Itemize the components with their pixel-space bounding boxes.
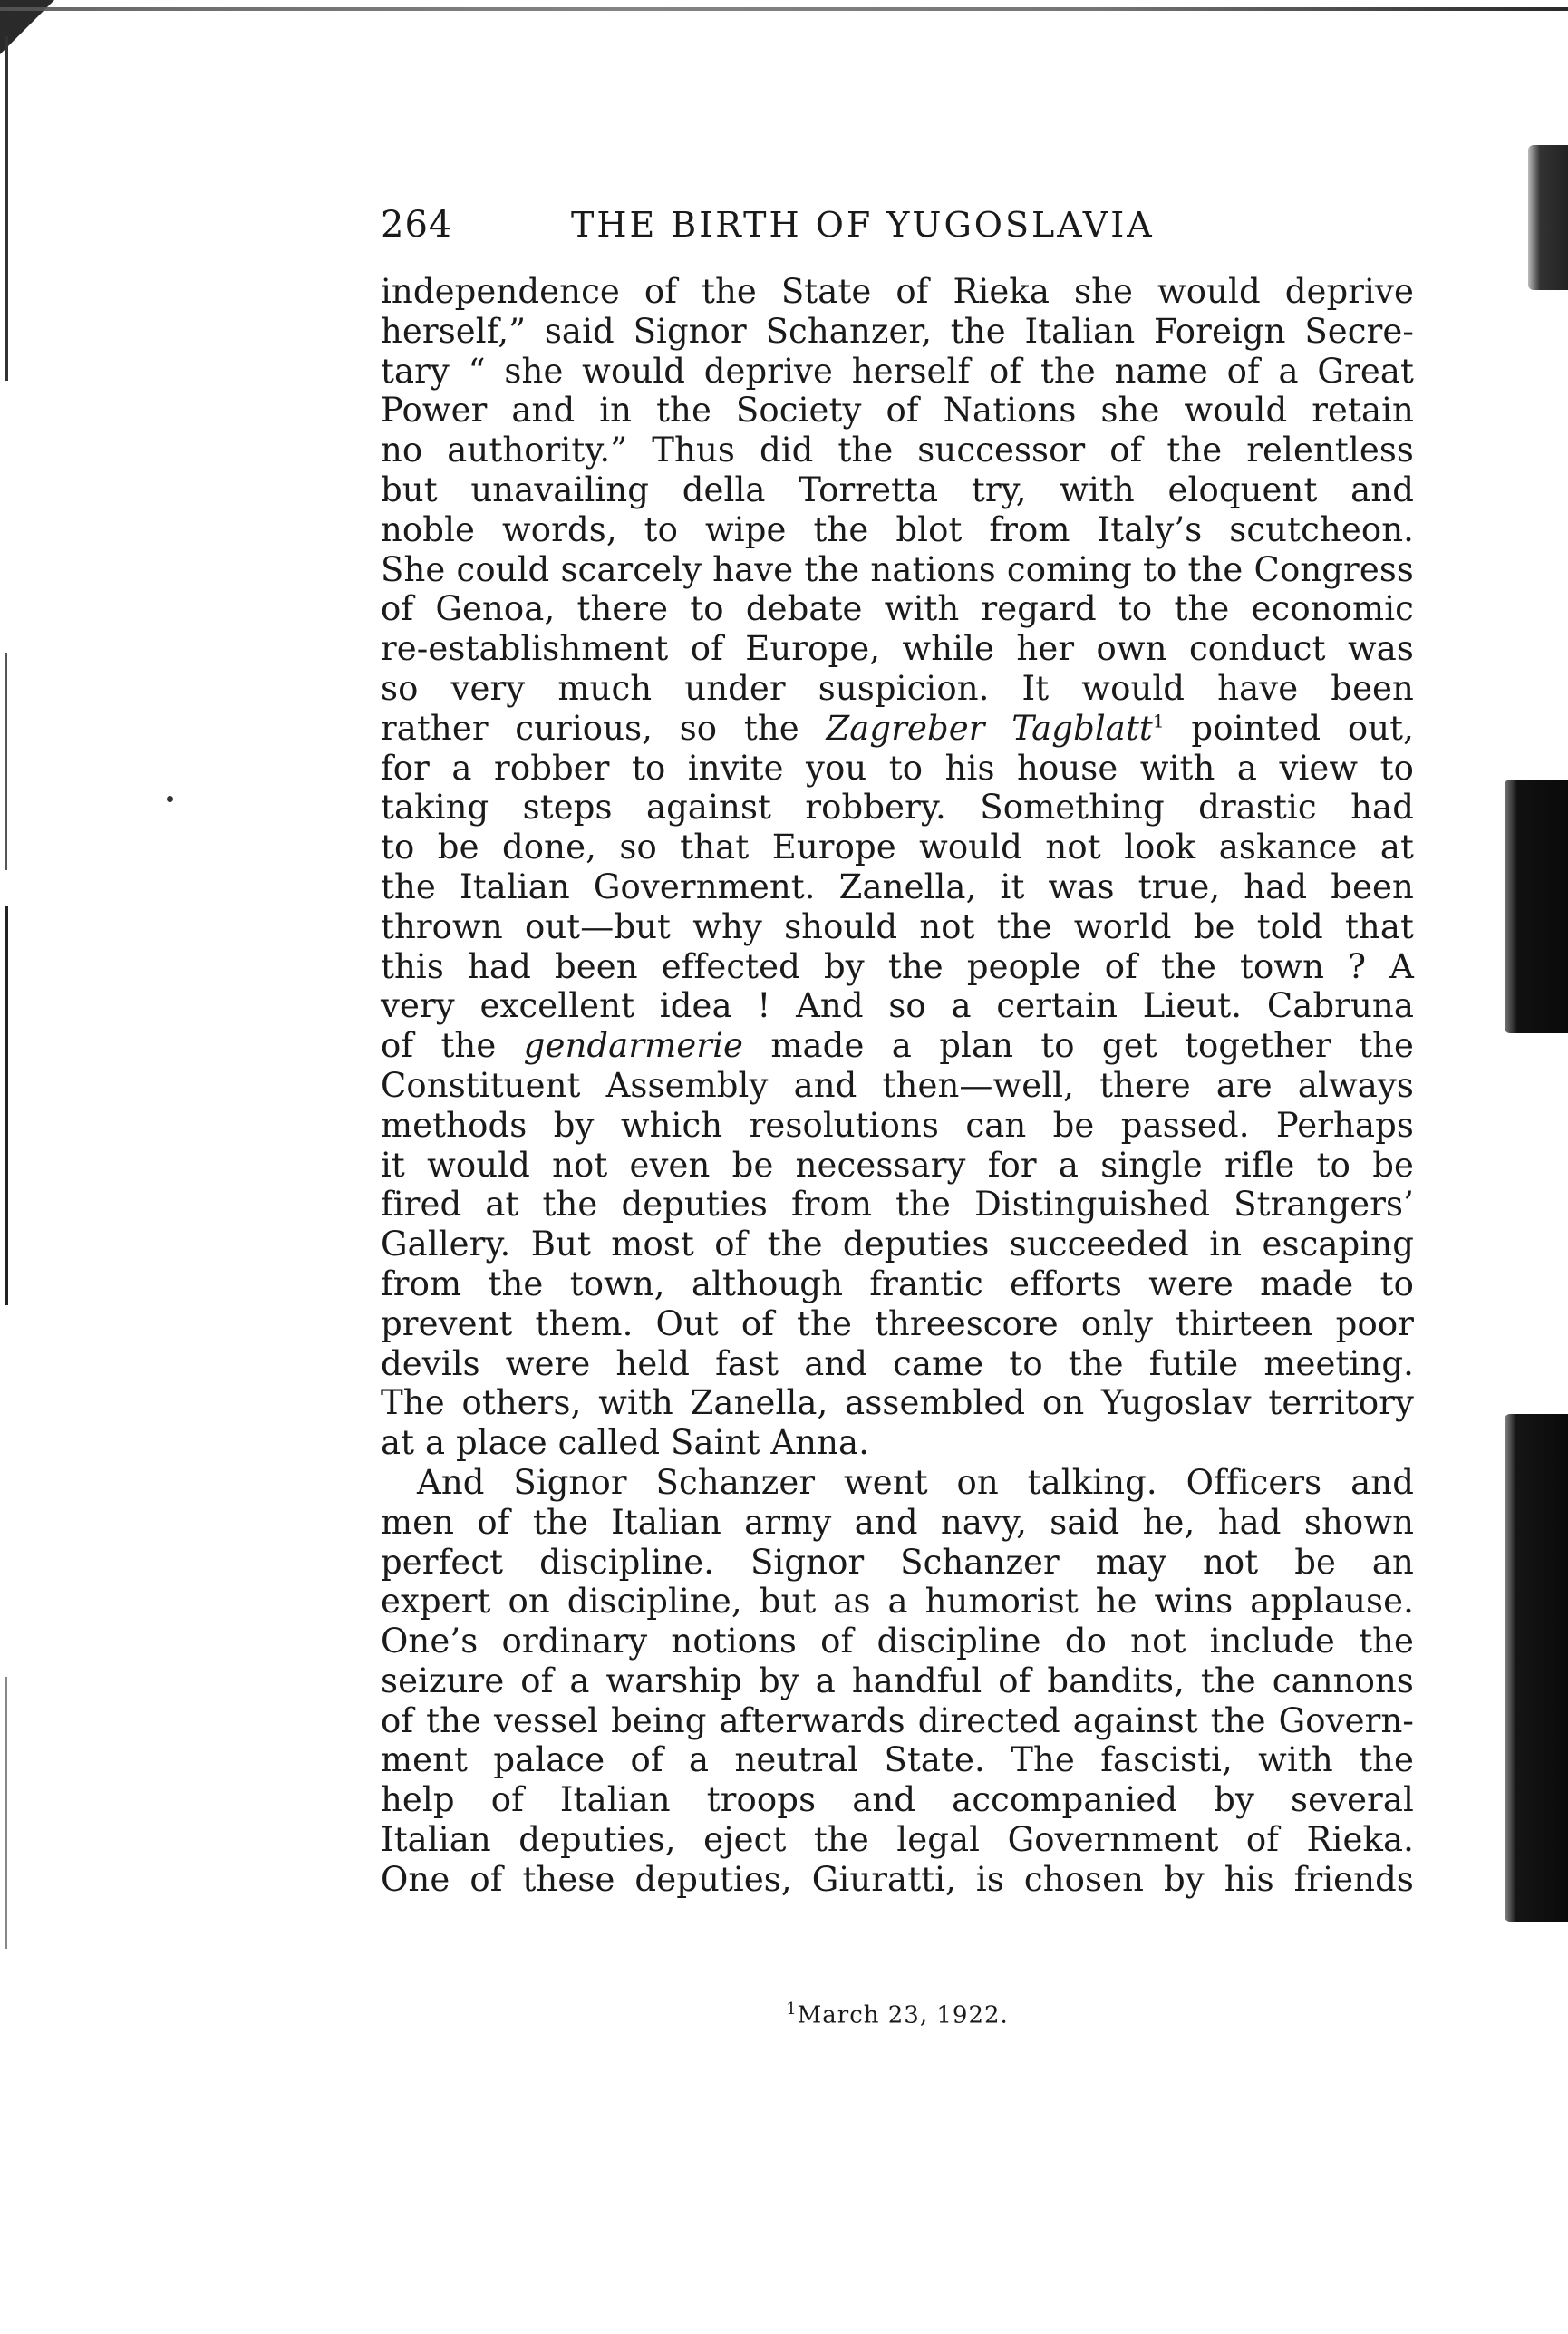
text-line: men of the Italian army and navy, said he, had shown — [381, 1502, 1414, 1542]
text-line: tary “ she would deprive herself of the name of a Great — [381, 351, 1414, 391]
text-line: noble words, to wipe the blot from Italy’s scutcheon. — [381, 509, 1414, 549]
text-line: methods by which resolutions can be passed. Perhaps — [381, 1105, 1414, 1145]
text-line: to be done, so that Europe would not look askance at — [381, 828, 1414, 867]
text-line: perfect discipline. Signor Schanzer may not be an — [381, 1542, 1414, 1582]
running-title: THE BIRTH OF YUGOSLAVIA — [571, 205, 1155, 245]
scan-right-shadow — [1528, 145, 1568, 290]
scan-top-edge — [0, 7, 1568, 11]
text-line: this had been effected by the people of the town ? A — [381, 946, 1414, 986]
page-number: 264 — [381, 204, 453, 246]
body-text — [381, 272, 1414, 1900]
text-line: taking steps against robbery. Something drastic had — [381, 788, 1414, 828]
text-line: the Italian Government. Zanella, it was true, had been — [381, 867, 1414, 906]
text-line: herself,” said Signor Schanzer, the Italian Foreign Secre- — [381, 311, 1414, 351]
text-line: but unavailing della Torretta try, with eloquent and — [381, 470, 1414, 509]
scan-speck — [167, 796, 173, 802]
paragraph-end-line: at a place called Saint Anna. — [381, 1423, 870, 1463]
text-line-with-italic — [381, 1026, 1414, 1066]
text-line: One’s ordinary notions of discipline do not include the — [381, 1622, 1414, 1661]
text-line: it would not even be necessary for a single rifle to be — [381, 1145, 1414, 1185]
text-line: of Genoa, there to debate with regard to the economic — [381, 589, 1414, 629]
text-line: re-establishment of Europe, while her own conduct was — [381, 629, 1414, 669]
footnote — [381, 1994, 1414, 2031]
scan-left-edge — [5, 906, 8, 1305]
text-line: Italian deputies, eject the legal Government of Rieka. — [381, 1820, 1414, 1860]
scan-right-shadow — [1505, 780, 1568, 1033]
italic-term: gendarmerie — [523, 1026, 744, 1066]
footnote-mark: 1 — [786, 2000, 798, 2019]
text-line: from the town, although frantic efforts were made to — [381, 1264, 1414, 1303]
paragraph-first-line: And Signor Schanzer went on talking. Officers and — [417, 1462, 1414, 1502]
text-line: no authority.” Thus did the successor of the relentless — [381, 431, 1414, 470]
text-line: independence of the State of Rieka she would deprive — [381, 272, 1414, 311]
scan-right-shadow — [1505, 1414, 1568, 1922]
text-fragment: made a plan to get together the — [770, 1026, 1414, 1066]
text-line: One of these deputies, Giuratti, is chosen by his friends — [381, 1859, 1414, 1899]
scan-left-edge — [5, 36, 8, 381]
text-line: for a robber to invite you to his house with a view to — [381, 748, 1414, 788]
text-line: She could scarcely have the nations coming to the Congress — [381, 549, 1414, 589]
italic-title: Zagreber Tagblatt — [826, 708, 1153, 748]
text-line: Constituent Assembly and then—well, there are always — [381, 1065, 1414, 1105]
book-page — [381, 198, 1432, 2029]
text-line: Gallery. But most of the deputies succeeded in escaping — [381, 1225, 1414, 1264]
text-line: expert on discipline, but as a humorist he wins applause. — [381, 1582, 1414, 1622]
text-fragment: rather curious, so the — [381, 708, 799, 748]
text-line: devils were held fast and came to the futile meeting. — [381, 1343, 1414, 1383]
scan-left-edge — [5, 1677, 7, 1949]
text-line: prevent them. Out of the threescore only thirteen poor — [381, 1303, 1414, 1343]
text-line: thrown out—but why should not the world be told that — [381, 906, 1414, 946]
running-head — [381, 198, 1432, 261]
text-fragment: pointed out, — [1191, 708, 1414, 748]
text-line: seizure of a warship by a handful of bandits, the cannons — [381, 1661, 1414, 1700]
footnote-reference: 1 — [1152, 710, 1165, 732]
text-line: very excellent idea ! And so a certain Lieut. Cabruna — [381, 986, 1414, 1026]
text-line: so very much under suspicion. It would have been — [381, 668, 1414, 708]
text-fragment: of the — [381, 1026, 497, 1066]
text-line: of the vessel being afterwards directed against the Govern- — [381, 1700, 1414, 1740]
text-line: Power and in the Society of Nations she would retain — [381, 391, 1414, 431]
scan-left-edge — [5, 653, 7, 870]
text-line: ment palace of a neutral State. The fascisti, with the — [381, 1740, 1414, 1780]
text-line: help of Italian troops and accompanied by several — [381, 1780, 1414, 1820]
text-line: fired at the deputies from the Distinguished Strangers’ — [381, 1185, 1414, 1225]
text-line: The others, with Zanella, assembled on Yugoslav territory — [381, 1383, 1414, 1423]
text-line-with-italic — [381, 709, 1414, 749]
footnote-text: March 23, 1922. — [797, 2001, 1009, 2029]
